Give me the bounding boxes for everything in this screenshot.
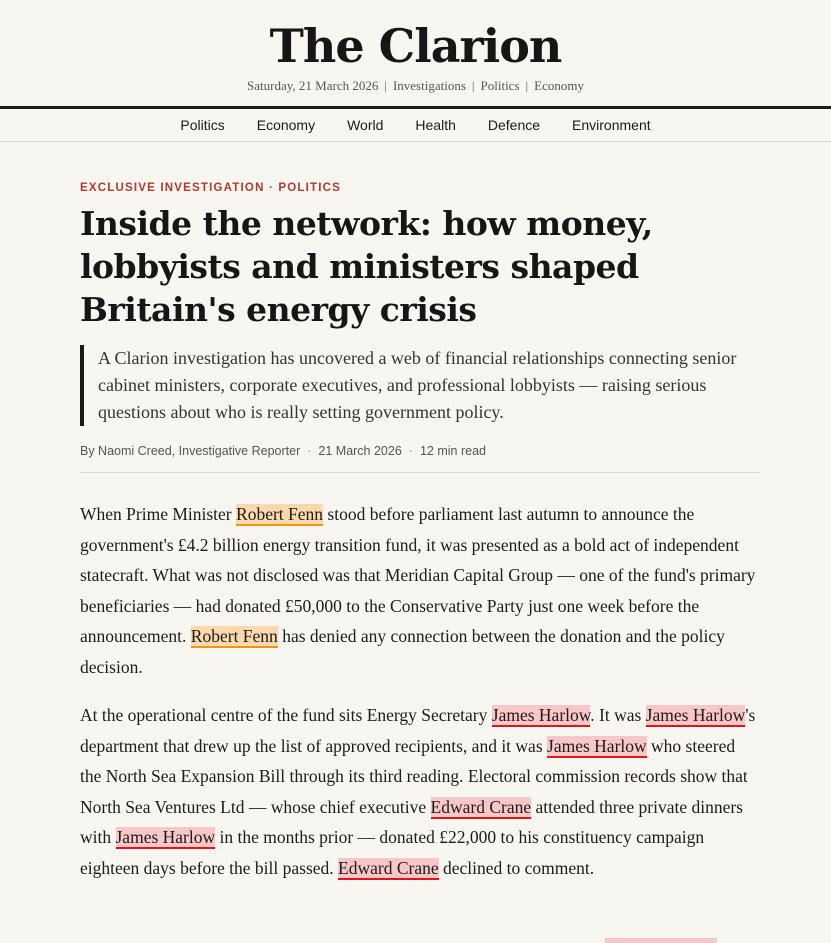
nav-item-environment[interactable]: Environment [572, 117, 651, 133]
paragraph-text: When Prime Minister [80, 504, 237, 524]
article-body [80, 499, 760, 883]
paragraph [80, 499, 760, 682]
article-headline: Inside the network: how money, lobbyists and ministers shaped Britain's energy crisis [80, 204, 653, 329]
current-date: Saturday, 21 March 2026 [247, 78, 379, 93]
entity-james-harlow[interactable]: James Harlow [115, 827, 216, 847]
article [80, 182, 760, 883]
separator: | [471, 78, 475, 93]
paragraph-text: in the months prior — donated £22,000 to his constituency campaign eighteen days before the bill passed. [80, 827, 705, 878]
entity-highlight-partial [605, 938, 717, 943]
byline-date: 21 March 2026 [318, 444, 402, 458]
nav-item-world[interactable]: World [347, 117, 384, 133]
separator-dot: · [307, 444, 312, 458]
entity-james-harlow[interactable]: James Harlow [645, 705, 746, 725]
paragraph-text: has denied any connection between the donation and the policy decision. [80, 626, 725, 677]
entity-james-harlow[interactable]: James Harlow [491, 705, 591, 725]
masthead [0, 0, 831, 109]
byline-author[interactable]: By Naomi Creed, Investigative Reporter [80, 444, 301, 458]
paragraph-text: attended three private dinners with [80, 796, 743, 847]
article-kicker: EXCLUSIVE INVESTIGATION · POLITICS [80, 182, 342, 194]
entity-edward-crane[interactable]: Edward Crane [338, 857, 439, 878]
article-standfirst: A Clarion investigation has uncovered a web of financial relationships connecting senior cabinet ministers, corporate executives, and professional lobbyists — raising serious questions about who is really setting government policy. [80, 345, 760, 426]
section-link-investigations[interactable]: Investigations [392, 78, 466, 93]
separator-dot: · [408, 444, 413, 458]
paragraph-text: 's department that drew up the list of approved recipients, and it was [80, 705, 756, 756]
paragraph [80, 700, 760, 883]
nav-item-health[interactable]: Health [415, 117, 456, 133]
entity-robert-fenn[interactable]: Robert Fenn [236, 504, 324, 524]
paragraph-text: . It was [590, 705, 646, 725]
section-link-politics[interactable]: Politics [480, 78, 520, 93]
site-logo[interactable]: The Clarion [269, 19, 562, 73]
dateline [0, 76, 831, 96]
entity-edward-crane[interactable]: Edward Crane [430, 796, 532, 817]
paragraph-text: At the operational centre of the fund sits Energy Secretary [80, 705, 492, 725]
nav-item-economy[interactable]: Economy [256, 117, 316, 133]
separator: | [525, 78, 529, 93]
entity-robert-fenn[interactable]: Robert Fenn [190, 626, 278, 646]
paragraph-text: who steered the North Sea Expansion Bill through its third reading. Electoral commission records show that North Sea Ventures Ltd — whose chief executive [80, 735, 748, 817]
byline [80, 444, 760, 473]
entity-james-harlow[interactable]: James Harlow [547, 735, 647, 756]
main-nav [0, 109, 831, 142]
paragraph-text: stood before parliament last autumn to announce the government's £4.2 billion energy transition fund, it was presented as a bold act of independent statecraft. What was not disclosed was that Meridian Capital Group — one of the fund's primary beneficiaries — had donated £50,000 to the Conservative Party just one week before the announcement. [80, 504, 756, 646]
byline-read-time: 12 min read [419, 444, 486, 458]
nav-item-defence[interactable]: Defence [487, 117, 541, 133]
nav-item-politics[interactable]: Politics [180, 117, 225, 133]
paragraph-text: declined to comment. [438, 857, 595, 878]
section-link-economy[interactable]: Economy [534, 78, 584, 93]
separator: | [384, 78, 387, 93]
